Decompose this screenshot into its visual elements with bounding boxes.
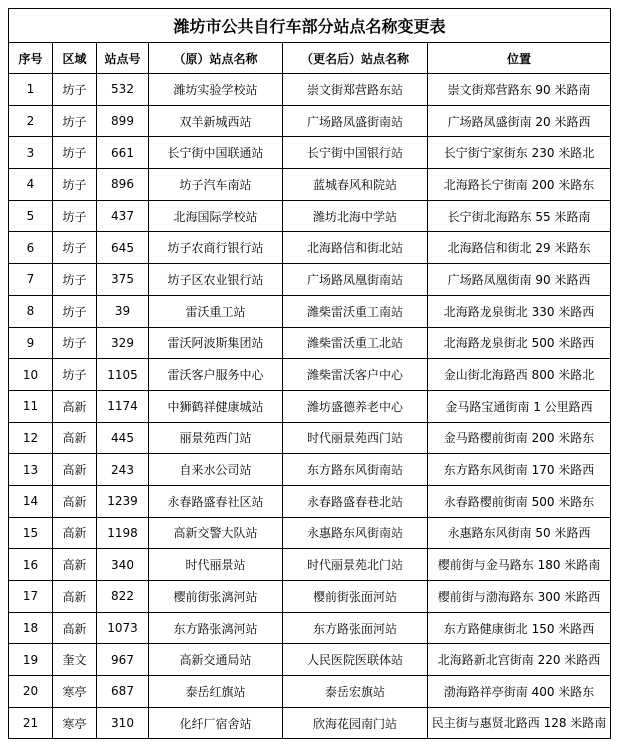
table-row (9, 676, 611, 708)
table-body (9, 74, 611, 739)
cell-index: 12 (9, 422, 53, 454)
cell-station-number: 1239 (97, 485, 149, 517)
header-index: 序号 (9, 43, 53, 74)
cell-district: 坊子 (53, 137, 97, 169)
cell-district: 高新 (53, 581, 97, 613)
table-title: 潍坊市公共自行车部分站点名称变更表 (9, 9, 611, 43)
cell-station-number: 687 (97, 676, 149, 708)
cell-original-name: 坊子区农业银行站 (149, 264, 283, 296)
cell-index: 20 (9, 676, 53, 708)
cell-location: 长宁街北海路东 55 米路南 (428, 200, 611, 232)
cell-original-name: 坊子农商行银行站 (149, 232, 283, 264)
cell-new-name: 樱前街张面河站 (283, 581, 428, 613)
cell-district: 高新 (53, 485, 97, 517)
cell-index: 5 (9, 200, 53, 232)
cell-original-name: 东方路张漓河站 (149, 612, 283, 644)
cell-original-name: 雷沃客户服务中心 (149, 359, 283, 391)
cell-district: 坊子 (53, 74, 97, 106)
cell-district: 坊子 (53, 264, 97, 296)
cell-original-name: 自来水公司站 (149, 454, 283, 486)
cell-new-name: 欣海花园南门站 (283, 707, 428, 739)
cell-location: 民主街与惠贤北路西 128 米路南 (428, 707, 611, 739)
cell-station-number: 661 (97, 137, 149, 169)
cell-district: 高新 (53, 454, 97, 486)
cell-index: 15 (9, 517, 53, 549)
cell-new-name: 东方路张面河站 (283, 612, 428, 644)
table-row (9, 264, 611, 296)
table-row (9, 581, 611, 613)
cell-station-number: 243 (97, 454, 149, 486)
table-row (9, 517, 611, 549)
cell-new-name: 潍柴雷沃客户中心 (283, 359, 428, 391)
cell-new-name: 长宁街中国银行站 (283, 137, 428, 169)
cell-index: 1 (9, 74, 53, 106)
cell-location: 金马路樱前街南 200 米路东 (428, 422, 611, 454)
cell-original-name: 雷沃阿波斯集团站 (149, 327, 283, 359)
cell-location: 广场路凤凰街南 90 米路西 (428, 264, 611, 296)
cell-district: 坊子 (53, 105, 97, 137)
table-row (9, 200, 611, 232)
header-row (9, 43, 611, 74)
table-row (9, 295, 611, 327)
cell-index: 11 (9, 390, 53, 422)
cell-original-name: 雷沃重工站 (149, 295, 283, 327)
header-station-number: 站点号 (97, 43, 149, 74)
cell-station-number: 329 (97, 327, 149, 359)
document-page (8, 8, 610, 739)
cell-district: 坊子 (53, 200, 97, 232)
cell-index: 6 (9, 232, 53, 264)
cell-index: 19 (9, 644, 53, 676)
cell-index: 13 (9, 454, 53, 486)
cell-station-number: 39 (97, 295, 149, 327)
table-row (9, 390, 611, 422)
cell-index: 2 (9, 105, 53, 137)
cell-original-name: 高新交通局站 (149, 644, 283, 676)
cell-original-name: 永春路盛春社区站 (149, 485, 283, 517)
cell-district: 坊子 (53, 327, 97, 359)
cell-original-name: 潍坊实验学校站 (149, 74, 283, 106)
cell-station-number: 967 (97, 644, 149, 676)
header-original-name: （原）站点名称 (149, 43, 283, 74)
cell-index: 18 (9, 612, 53, 644)
table-row (9, 359, 611, 391)
header-new-name: （更名后）站点名称 (283, 43, 428, 74)
cell-original-name: 长宁街中国联通站 (149, 137, 283, 169)
cell-station-number: 1073 (97, 612, 149, 644)
cell-original-name: 丽景苑西门站 (149, 422, 283, 454)
table-row (9, 707, 611, 739)
cell-original-name: 坊子汽车南站 (149, 169, 283, 201)
cell-district: 坊子 (53, 295, 97, 327)
cell-new-name: 北海路信和街北站 (283, 232, 428, 264)
table-row (9, 74, 611, 106)
cell-original-name: 化纤厂宿舍站 (149, 707, 283, 739)
cell-new-name: 人民医院医联体站 (283, 644, 428, 676)
cell-station-number: 375 (97, 264, 149, 296)
cell-location: 金山街北海路西 800 米路北 (428, 359, 611, 391)
cell-station-number: 1198 (97, 517, 149, 549)
cell-station-number: 340 (97, 549, 149, 581)
cell-location: 永惠路东风街南 50 米路西 (428, 517, 611, 549)
cell-index: 9 (9, 327, 53, 359)
cell-new-name: 潍坊北海中学站 (283, 200, 428, 232)
title-row (9, 9, 611, 43)
cell-location: 东方路东风街南 170 米路西 (428, 454, 611, 486)
cell-new-name: 潍柴雷沃重工北站 (283, 327, 428, 359)
cell-district: 高新 (53, 517, 97, 549)
cell-index: 7 (9, 264, 53, 296)
cell-location: 永春路樱前街南 500 米路东 (428, 485, 611, 517)
cell-index: 4 (9, 169, 53, 201)
cell-location: 东方路健康街北 150 米路西 (428, 612, 611, 644)
cell-location: 樱前街与渤海路东 300 米路西 (428, 581, 611, 613)
cell-index: 14 (9, 485, 53, 517)
cell-index: 21 (9, 707, 53, 739)
table-row (9, 549, 611, 581)
table-row (9, 485, 611, 517)
table-row (9, 232, 611, 264)
cell-new-name: 潍柴雷沃重工南站 (283, 295, 428, 327)
table-row (9, 644, 611, 676)
cell-original-name: 双羊新城西站 (149, 105, 283, 137)
cell-location: 北海路长宁街南 200 米路东 (428, 169, 611, 201)
cell-station-number: 437 (97, 200, 149, 232)
cell-district: 高新 (53, 422, 97, 454)
cell-station-number: 822 (97, 581, 149, 613)
cell-new-name: 永春路盛春巷北站 (283, 485, 428, 517)
cell-location: 崇文街郑营路东 90 米路南 (428, 74, 611, 106)
table-row (9, 454, 611, 486)
cell-district: 寒亭 (53, 707, 97, 739)
cell-district: 寒亭 (53, 676, 97, 708)
cell-district: 坊子 (53, 169, 97, 201)
cell-station-number: 1105 (97, 359, 149, 391)
header-location: 位置 (428, 43, 611, 74)
cell-location: 北海路龙泉街北 500 米路西 (428, 327, 611, 359)
cell-new-name: 时代丽景苑西门站 (283, 422, 428, 454)
cell-location: 长宁街宁家街东 230 米路北 (428, 137, 611, 169)
cell-original-name: 高新交警大队站 (149, 517, 283, 549)
cell-new-name: 时代丽景苑北门站 (283, 549, 428, 581)
cell-new-name: 崇文街郑营路东站 (283, 74, 428, 106)
cell-station-number: 896 (97, 169, 149, 201)
station-rename-table (8, 8, 611, 739)
cell-location: 广场路凤盛街南 20 米路西 (428, 105, 611, 137)
cell-index: 17 (9, 581, 53, 613)
cell-index: 3 (9, 137, 53, 169)
cell-district: 高新 (53, 549, 97, 581)
cell-index: 16 (9, 549, 53, 581)
cell-new-name: 泰岳宏旗站 (283, 676, 428, 708)
cell-original-name: 樱前街张漓河站 (149, 581, 283, 613)
table-row (9, 612, 611, 644)
cell-new-name: 广场路凤盛街南站 (283, 105, 428, 137)
cell-station-number: 310 (97, 707, 149, 739)
cell-location: 北海路信和街北 29 米路东 (428, 232, 611, 264)
cell-new-name: 蓝城春风和院站 (283, 169, 428, 201)
cell-new-name: 广场路凤凰街南站 (283, 264, 428, 296)
cell-district: 奎文 (53, 644, 97, 676)
table-row (9, 327, 611, 359)
cell-district: 坊子 (53, 359, 97, 391)
cell-location: 北海路新北宫街南 220 米路西 (428, 644, 611, 676)
cell-district: 坊子 (53, 232, 97, 264)
cell-location: 金马路宝通街南 1 公里路西 (428, 390, 611, 422)
header-district: 区域 (53, 43, 97, 74)
cell-location: 渤海路祥亭街南 400 米路东 (428, 676, 611, 708)
cell-original-name: 中狮鹤祥健康城站 (149, 390, 283, 422)
table-row (9, 105, 611, 137)
table-row (9, 169, 611, 201)
cell-index: 10 (9, 359, 53, 391)
cell-station-number: 899 (97, 105, 149, 137)
cell-district: 高新 (53, 390, 97, 422)
cell-index: 8 (9, 295, 53, 327)
table-row (9, 137, 611, 169)
cell-original-name: 泰岳红旗站 (149, 676, 283, 708)
cell-district: 高新 (53, 612, 97, 644)
cell-location: 樱前街与金马路东 180 米路南 (428, 549, 611, 581)
cell-new-name: 潍坊盛德养老中心 (283, 390, 428, 422)
table-row (9, 422, 611, 454)
cell-station-number: 532 (97, 74, 149, 106)
cell-station-number: 1174 (97, 390, 149, 422)
cell-original-name: 北海国际学校站 (149, 200, 283, 232)
cell-station-number: 445 (97, 422, 149, 454)
cell-new-name: 永惠路东风街南站 (283, 517, 428, 549)
cell-original-name: 时代丽景站 (149, 549, 283, 581)
cell-station-number: 645 (97, 232, 149, 264)
cell-new-name: 东方路东风街南站 (283, 454, 428, 486)
cell-location: 北海路龙泉街北 330 米路西 (428, 295, 611, 327)
